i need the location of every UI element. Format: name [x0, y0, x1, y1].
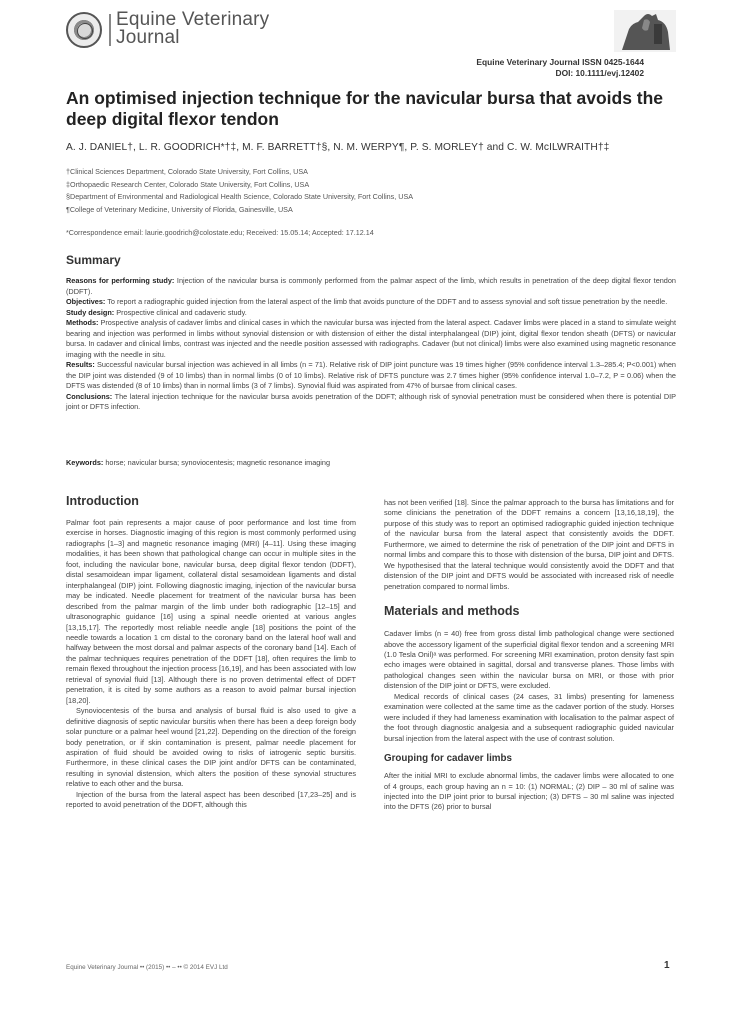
grouping-subheading: Grouping for cadaver limbs: [384, 753, 512, 765]
summary-label: Study design:: [66, 307, 115, 317]
journal-header: [66, 10, 676, 50]
journal-seal-icon: [66, 12, 102, 48]
body-paragraph: has not been verified [18]. Since the palmar approach to the bursa has limitations and for some clinicians the penetration of the DDFT remains a concern [13,16,18,19], the purpose of this study was to report an optimised radiographic guided injection technique of the navicular bursa from the lateral aspect that consistently avoids the DDFT. Furthermore, we aimed to determine the risk of penetration of the DIP joint and DFTS in normal limbs and compare this to those with distension of the bursa, DIP joint and DFTS. We hypothesised that the lateral technique would consistently avoid the DDFT and that distension of the DIP joint and DFTS would be associated with increased risk of needle penetration compared to normal limbs.: [384, 498, 674, 591]
keywords-text: horse; navicular bursa; synoviocentesis; magnetic resonance imaging: [105, 458, 331, 467]
summary-conclusions: [66, 392, 676, 413]
article-title: An optimised injection technique for the navicular bursa that avoids the deep digital flexor tendon: [66, 88, 664, 129]
logo-divider: [109, 14, 111, 46]
affiliation: ‡Orthopaedic Research Center, Colorado State University, Fort Collins, USA: [66, 179, 310, 189]
body-paragraph: Palmar foot pain represents a major cause of poor performance and lost time from exercise in horses. Diagnostic imaging of this region is most commonly performed using radiographs [1–3] and magnetic resonance imaging (MRI) [4–11]. Using these imaging modalities, it has been shown that pathological change can occur in multiple sites in the foot, including the navicular bone, navicular bursa, deep digital flexor tendon (DDFT), distal sesamoidean impar ligament, collateral distal sesamoidean ligaments and distal interphalangeal (DIP) joint. Following diagnostic imaging, injection of the navicular bursa may be indicated. Needle placement for treatment of the navicular bursa has been described from the palmar margin of the limb under both radiographic [12–15] and ultrasonographic guidance [16] using a spinal needle oriented at various angles [13,15,17]. The reportedly most reliable needle angle [18] positions the point of the needle towards a location 1 cm distal to the coronary band on the lateral hoof wall and halfway between the most dorsal and palmar aspects of the coronary band [14]. Each of the palmar techniques requires penetration of the DDFT [18], often requires the limb to remain flexed throughout the injection process [16,19], and has been associated with low retrieval of synovial fluid [13]. Although there is no proven detrimental effect of DDFT penetration, it is cited by some authors as a reason to avoid palmar bursal injection [18,20].: [66, 518, 356, 705]
affiliation: ¶College of Veterinary Medicine, University of Florida, Gainesville, USA: [66, 204, 293, 214]
footer-citation: Equine Veterinary Journal •• (2015) •• – •• © 2014 EVJ Ltd: [66, 964, 228, 971]
summary-results: [66, 360, 676, 392]
left-column: [66, 518, 356, 811]
summary-reasons: [66, 276, 676, 297]
summary-label: Results:: [66, 360, 95, 369]
journal-logo-text: [116, 11, 269, 47]
body-paragraph: Injection of the bursa from the lateral aspect has been described [17,23–25] and is reported to avoid penetration of the DDFT, although this: [66, 789, 356, 810]
summary-text: Successful navicular bursal injection was achieved in all limbs (n = 71). Relative risk of DIP joint puncture was 19 times higher (95% confidence interval 1.3–285.4; P<0.001) when the DIP joint was distended (9 of 10 limbs) than in normal limbs (0 of 10 limbs). Relative risk of DFTS puncture was 2.7 times higher (95% confidence interval 1.0–7.2, P = 0.06) when the DFTS was distended (8 of 10 limbs) than in normal limbs (3 of 7 limbs). Synovial fluid was aspirated from 47% of bursae from clinical cases.: [66, 360, 676, 390]
summary-methods: [66, 318, 676, 360]
journal-name-line1: Equine Veterinary: [116, 9, 270, 30]
journal-identifiers: [476, 57, 644, 79]
author-list: A. J. DANIEL†, L. R. GOODRICH*†‡, M. F. BARRETT†§, N. M. WERPY¶, P. S. MORLEY† and C. W. McILWRAITH†‡: [66, 142, 610, 153]
body-paragraph: Medical records of clinical cases (24 cases, 31 limbs) presenting for lameness examination were collected at the same time as the cadaver portion of the study. Horses were included if they had lameness examination with localisation to the palmar aspect of the foot through diagnostic analgesia and a subsequent radiographic guided navicular bursal injection from the lateral aspect with the use of contrast solution.: [384, 691, 674, 743]
body-paragraph: Cadaver limbs (n = 40) free from gross distal limb pathological change were sectioned above the accessory ligament of the superficial digital flexor tendon and a screening MRI (1.0 Tesla Onil)ᵃ was performed. For screening MRI examination, proton density fast spin echo images were obtained in sagittal, dorsal and transverse planes. Those limbs with pathological changes seen within the navicular bursa on MRI, or those with prior distension of the DIP joint or DFTS, were excluded.: [384, 629, 674, 691]
summary-objectives: [66, 297, 676, 308]
affiliation: †Clinical Sciences Department, Colorado State University, Fort Collins, USA: [66, 167, 308, 176]
summary-label: Objectives:: [66, 297, 106, 306]
summary-text: The lateral injection technique for the navicular bursa avoids penetration of the DDFT; although risk of synovial penetration must be considered when there is potential DIP joint or DFTS infection.: [66, 391, 676, 411]
body-paragraph: Synoviocentesis of the bursa and analysis of bursal fluid is also used to give a definitive diagnosis of septic navicular bursitis when there has been a deep foreign body solar puncture or a palmar heel wound [21,22]. Depending on the direction of the foreign body penetration, or if skin contamination is present, palmar needle placement for aspiration of fluid should be avoided owing to risks of iatrogenic septic bursitis. Furthermore, in these clinical cases the DIP joint and/or DFTS can be contaminated, resulting in synovial distension, which alters the position of these synovial structures relative to each other and the bursa.: [66, 706, 356, 789]
summary-label: Methods:: [66, 318, 99, 327]
methods-heading: Materials and methods: [384, 604, 520, 619]
summary-text: To report a radiographic guided injection from the lateral aspect of the limb that avoids puncture of the DDFT and to assess synovial and soft tissue penetration by the needle.: [107, 297, 668, 306]
affiliation-list: [66, 166, 676, 216]
keywords-label: Keywords:: [66, 458, 104, 467]
summary-abstract: [66, 276, 676, 413]
summary-heading: Summary: [66, 253, 121, 267]
summary-text: Prospective analysis of cadaver limbs and clinical cases in which the navicular bursa was injected from the lateral aspect. Cadaver limbs were placed in a stand to simulate weight bearing and injection was performed in limbs without synovial distension or with distension of either the distal interphalangeal (DIP) joint, digital flexor tendon sheath (DFTS) or navicular bursa. In cadaver and clinical limbs, contrast was injected and the needle position assessed with radiographs. Cadaver (but not clinical) limbs were also examined using magnetic resonance imaging with the needle in situ.: [66, 318, 676, 359]
horse-photo-icon: [614, 10, 676, 52]
summary-text: Prospective clinical and cadaveric study.: [116, 307, 247, 317]
body-paragraph: After the initial MRI to exclude abnormal limbs, the cadaver limbs were allocated to one of 4 groups, each group having an n = 10: (1) NORMAL; (2) DIP – 30 ml of saline was injected into the DIP joint prior to bursal injection; (3) DFTS – 30 ml saline was injected into the DFTS (26) prior to bursal: [384, 771, 674, 812]
affiliation: §Department of Environmental and Radiological Health Science, Colorado State University, Fort Collins, USA: [66, 192, 414, 201]
keywords-line: [66, 458, 676, 468]
summary-label: Conclusions:: [66, 391, 113, 401]
correspondence-line: *Correspondence email: laurie.goodrich@colostate.edu; Received: 15.05.14; Accepted: 17.12.14: [66, 228, 374, 237]
summary-label: Reasons for performing study:: [66, 276, 175, 285]
article-doi: DOI: 10.1111/evj.12402: [555, 68, 644, 78]
journal-issn: Equine Veterinary Journal ISSN 0425-1644: [476, 57, 644, 67]
introduction-heading: Introduction: [66, 494, 139, 508]
right-column: [384, 498, 674, 813]
summary-design: [66, 308, 676, 319]
summary-text: Injection of the navicular bursa is commonly performed from the palmar aspect of the limb, which results in penetration of the deep digital flexor tendon (DDFT).: [66, 276, 676, 296]
journal-name-line2: Journal: [116, 27, 180, 48]
page-number: 1: [664, 960, 670, 971]
